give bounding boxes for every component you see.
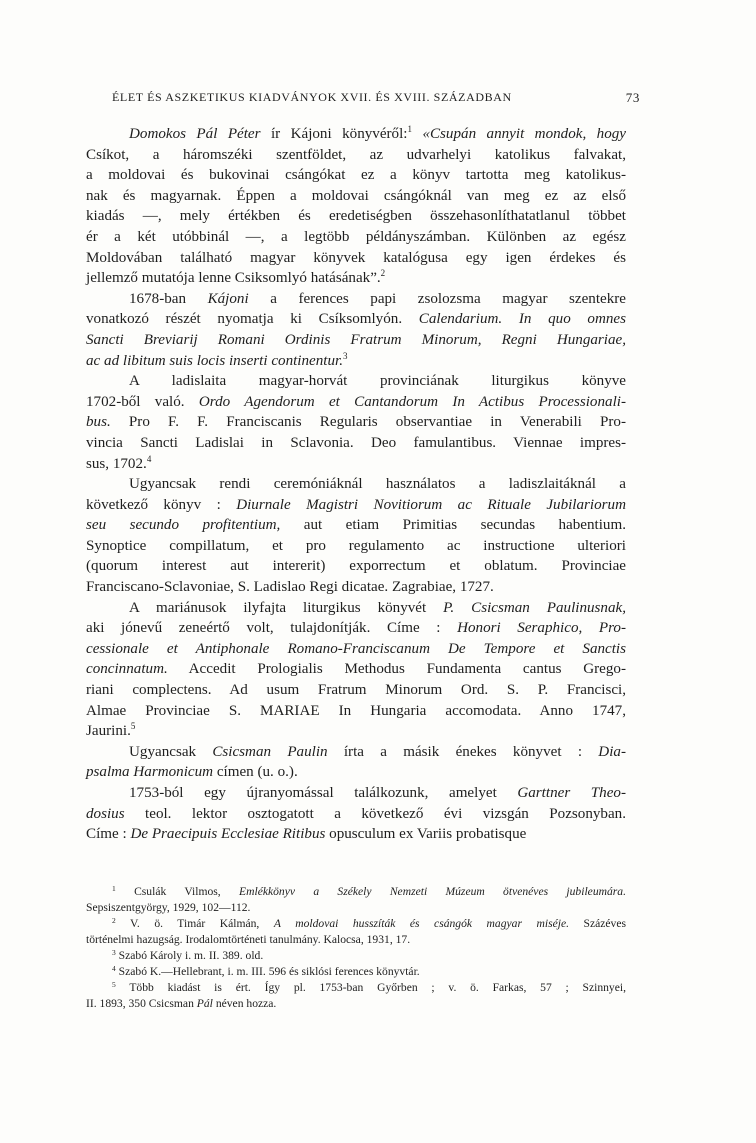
body-line (86, 206, 626, 227)
text-run: sus, 1702. (86, 455, 147, 472)
italic-run: Emlékkönyv a Székely Nemzeti Múzeum ötvenéves jubileumára. (239, 885, 626, 898)
body-line (86, 289, 626, 310)
text-run: riani complectens. Ad usum Fratrum Minorum Ord. S. P. Francisci, (86, 682, 626, 699)
italic-run: ac ad libitum suis locis inserti continentur. (86, 352, 344, 369)
text-run: 1678-ban (129, 290, 187, 307)
text-run: vonatkozó részét nyomatja ki Csíksomlyón. (86, 311, 403, 328)
text-run: következő könyv : (86, 496, 221, 513)
italic-run: psalma Harmonicum (86, 764, 214, 781)
italic-run: cessionale et Antiphonale Romano-Franciscanum De Tempore et Sanctis (86, 640, 626, 657)
text-run: Címe : (86, 826, 127, 843)
text-run: Jaurini. (86, 723, 131, 740)
body-line (86, 309, 626, 330)
text-run: A ladislaita magyar-horvát provinciának liturgikus könyve (129, 373, 626, 390)
body-line (86, 454, 626, 475)
body-line (86, 701, 626, 722)
body-line (86, 577, 626, 598)
italic-run: P. Csicsman Paulinusnak, (443, 599, 626, 616)
text-run: néven hozza. (215, 997, 277, 1010)
footnote-marker: 4 (112, 964, 116, 973)
running-title: ÉLET ÉS ASZKETIKUS KIADVÁNYOK XVII. ÉS XVIII. SZÁZADBAN (112, 90, 512, 104)
text-run: ír Kájoni könyvéről: (270, 126, 408, 142)
body-line (86, 227, 626, 248)
footnote-marker: 2 (112, 916, 116, 925)
text-run: teol. lektor osztogatott a következő évi vizsgán Pozsonyban. (145, 805, 626, 822)
text-run: Accedit Prologialis Methodus Fundamenta cantus Grego- (188, 661, 626, 678)
body-line (86, 351, 626, 372)
footnote-marker: 3 (112, 948, 116, 957)
text-run: írta a másik énekes könyvet : (343, 743, 583, 760)
text-run: a moldovai és bukovinai csángókat ez a könyv tartotta meg katolikus- (86, 167, 626, 184)
italic-run: Csicsman Paulin (212, 743, 328, 760)
text-run: Moldovában található magyar könyvek katalógusa egy igen érdekes és (86, 249, 626, 266)
body-line (86, 515, 626, 536)
footnote-line (86, 964, 626, 980)
body-line (86, 639, 626, 660)
text-run: nak és magyarnak. Éppen a moldovai csángóknál van meg ez az első (86, 187, 626, 204)
footnote-line (86, 980, 626, 996)
text-run: Százéves (583, 917, 627, 930)
italic-run: concinnatum. (86, 661, 168, 678)
footnotes (86, 884, 626, 1012)
footnote-line (86, 996, 626, 1012)
italic-run: Kájoni (207, 290, 249, 307)
italic-run: Sancti Breviarij Romani Ordinis Fratrum Minorum, Regni Hungariae, (86, 331, 626, 348)
text-run: 1753-ból egy újranyomással találkozunk, amelyet (129, 785, 497, 801)
footnote-marker: 4 (146, 453, 152, 464)
footnote-marker: 2 (380, 268, 386, 279)
body-line (86, 186, 626, 207)
text-run: 1702-ből való. (86, 393, 185, 410)
page-header (112, 90, 640, 110)
body-line (86, 268, 626, 289)
italic-run: bus. (86, 414, 111, 431)
footnote-line (86, 916, 626, 932)
italic-run: Calendarium. In quo omnes (418, 311, 626, 328)
body-line (86, 330, 626, 351)
body-line (86, 824, 626, 845)
text-run: aki jónevű zeneértő volt, tulajdonítják. Címe : (86, 620, 441, 637)
text-run: Több kiadást is ért. Így pl. 1753-ban Győrben ; v. ö. Farkas, 57 ; Szinnyei, (129, 981, 626, 994)
body-line (86, 721, 626, 742)
italic-run: dosius (86, 805, 125, 822)
body-line (86, 742, 626, 763)
italic-run: Garttner Theo- (517, 785, 626, 801)
body-line (86, 145, 626, 166)
text-run: kiadás —, mely értékben és eredetiségben összehasonlíthatatlanul többet (86, 208, 626, 225)
italic-run: «Csupán annyit mondok, hogy (422, 126, 627, 142)
page-number: 73 (625, 90, 640, 105)
text-run: (quorum interest aut intererit) exporrectum et oblatum. Provinciae (86, 558, 626, 575)
body-line (86, 783, 626, 804)
text-run: opusculum ex Variis probatisque (329, 826, 527, 843)
text-run: Szabó Károly i. m. II. 389. old. (118, 949, 264, 962)
footnote-line (86, 932, 626, 948)
text-run: A mariánusok ilyfajta liturgikus könyvét (129, 599, 427, 616)
body-text (86, 124, 626, 845)
text-run: II. 1893, 350 Csicsman (86, 997, 194, 1010)
text-run: Pro F. F. Franciscanis Regularis observantiae in Venerabili Pro- (128, 414, 626, 431)
text-run: V. ö. Timár Kálmán, (130, 917, 260, 930)
footnote-marker: 5 (130, 721, 136, 732)
italic-run: De Praecipuis Ecclesiae Ritibus (130, 826, 326, 843)
text-run: Ugyancsak (129, 743, 197, 760)
text-run: címen (u. o.). (216, 764, 298, 781)
body-line (86, 680, 626, 701)
footnote-marker: 1 (407, 124, 412, 134)
footnote-marker: 1 (112, 884, 116, 893)
body-line (86, 762, 626, 783)
body-line (86, 371, 626, 392)
body-line (86, 495, 626, 516)
italic-run: Pál (196, 997, 213, 1010)
text-run: Csíkot, a háromszéki szentföldet, az udvarhelyi katolikus falvakat, (86, 146, 626, 163)
footnote-marker: 3 (343, 350, 348, 361)
italic-run: Honori Seraphico, Pro- (457, 620, 626, 637)
italic-run: Diurnale Magistri Novitiorum ac Rituale Jubilariorum (236, 496, 626, 513)
body-line (86, 124, 626, 145)
text-run: jellemző mutatója lenne Csiksomlyó hatásának”. (86, 270, 381, 287)
body-line (86, 412, 626, 433)
text-run: Synoptice compillatum, et pro regulamento ac instructione ulteriori (86, 537, 626, 554)
body-line (86, 474, 626, 495)
text-run: Sepsiszentgyörgy, 1929, 102—112. (86, 901, 251, 914)
italic-run: Ordo Agendorum et Cantandorum In Actibus Processionali- (198, 393, 626, 410)
text-run: aut etiam Primitias secundas habentium. (303, 517, 626, 534)
footnote-line (86, 884, 626, 900)
italic-run: A moldovai husszíták és csángók magyar miséje. (273, 917, 569, 930)
body-line (86, 433, 626, 454)
text-run: Almae Provinciae S. MARIAE In Hungaria accomodata. Anno 1747, (86, 702, 626, 719)
italic-run: seu secundo profitentium, (86, 517, 281, 534)
footnote-marker: 5 (112, 980, 116, 989)
body-line (86, 556, 626, 577)
text-run: ér a két utóbbinál —, a legtöbb példányszámban. Különben az egész (86, 228, 626, 245)
italic-run: Dia- (598, 743, 626, 760)
text-run: Franciscano-Sclavoniae, S. Ladislao Regi dicatae. Zagrabiae, 1727. (86, 579, 494, 596)
body-line (86, 392, 626, 413)
body-line (86, 618, 626, 639)
text-run: a ferences papi zsolozsma magyar szentekre (270, 290, 626, 307)
text-run: Csulák Vilmos, (134, 885, 221, 898)
body-line (86, 248, 626, 269)
text-run: történelmi hazugság. Irodalomtörténeti tanulmány. Kalocsa, 1931, 17. (86, 933, 411, 946)
text-run: Szabó K.—Hellebrant, i. m. III. 596 és siklósi ferences könyvtár. (118, 965, 420, 978)
body-line (86, 598, 626, 619)
body-line (86, 165, 626, 186)
footnote-line (86, 900, 626, 916)
body-line (86, 659, 626, 680)
text-run: Ugyancsak rendi ceremóniáknál használatos a ladiszlaitáknál a (129, 476, 626, 493)
italic-run: Domokos Pál Péter (129, 126, 261, 142)
footnote-line (86, 948, 626, 964)
body-line (86, 536, 626, 557)
text-run: vincia Sancti Ladislai in Sclavonia. Deo famulantibus. Viennae impres- (86, 434, 626, 451)
body-line (86, 804, 626, 825)
